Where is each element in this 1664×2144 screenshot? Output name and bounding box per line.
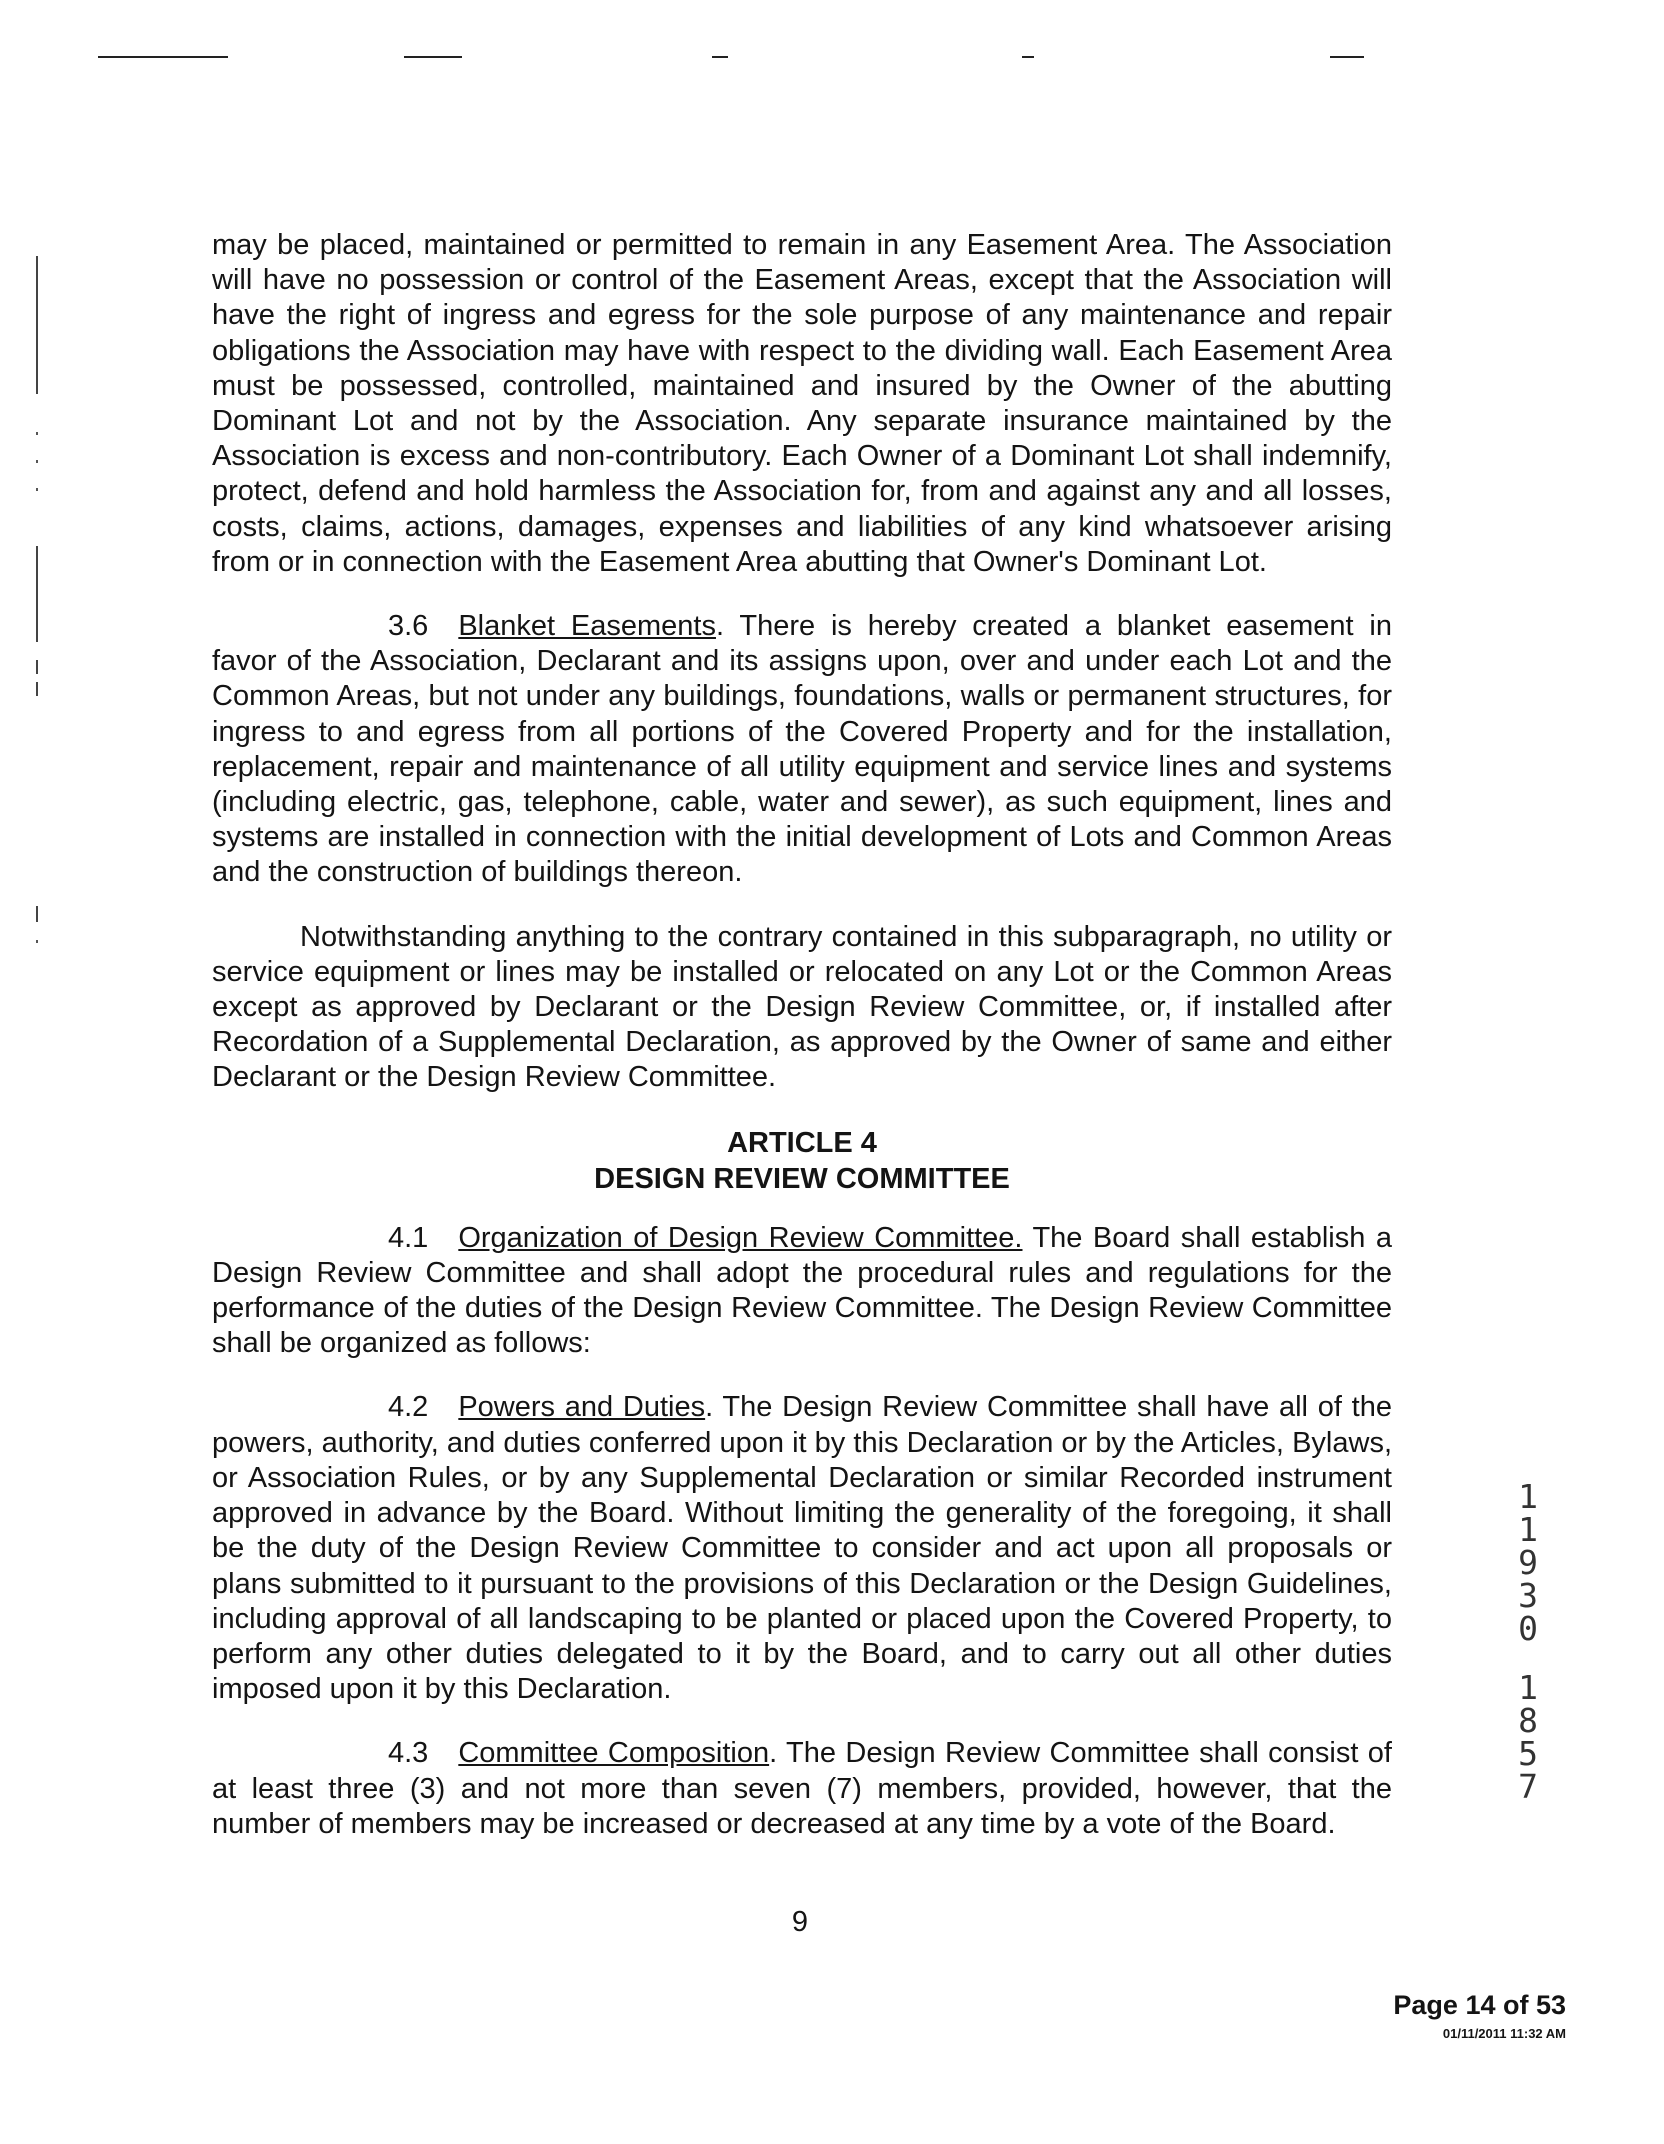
paragraph-continuation: may be placed, maintained or permitted to remain in any Easement Area. The Association will have no possession or control of the Easement Areas, except that the Association will have the right of ingress and egress for the sole purpose of any maintenance and repair obligations the Association may have with respect to the dividing wall. Each Easement Area must be possessed, controlled, maintained and insured by the Owner of the abutting Dominant Lot and not by the Association. Any separate insurance maintained by the Association is excess and non-contributory. Each Owner of a Dominant Lot shall indemnify, protect, defend and hold harmless the Association for, from and against any and all losses, costs, claims, actions, damages, expenses and liabilities of any kind whatsoever arising from or in connection with the Easement Area abutting that Owner's Dominant Lot. <box>212 229 1392 578</box>
section-4-2 <box>212 1390 1392 1707</box>
top-rule <box>712 56 728 58</box>
section-number: 4.1 <box>388 1221 429 1254</box>
paragraph-notwithstanding: Notwithstanding anything to the contrary contained in this subparagraph, no utility or service equipment or lines may be installed or relocated on any Lot or the Common Areas except as approved by Declarant or the Design Review Committee, or, if installed after Recordation of a Supplemental Declaration, as approved by the Owner of same and either Declarant or the Design Review Committee. <box>212 920 1392 1094</box>
section-text: . There is hereby created a blanket easement in favor of the Association, Declarant and its assigns upon, over and under each Lot and the Common Areas, but not under any buildings, foundations, walls or permanent structures, for ingress to and egress from all portions of the Covered Property and for the installation, replacement, repair and maintenance of all utility equipment and service lines and systems (including electric, gas, telephone, cable, water and sewer), as such equipment, lines and systems are installed in connection with the initial development of Lots and Common Areas and the construction of buildings thereon. <box>212 610 1392 889</box>
stamp-digit: 3 <box>1518 1576 1538 1615</box>
document-body <box>212 228 1392 1871</box>
article-number: ARTICLE 4 <box>727 1126 877 1159</box>
section-number: 4.2 <box>388 1391 429 1424</box>
margin-change-bar <box>36 460 38 463</box>
top-rule <box>98 56 228 58</box>
margin-change-bar <box>36 488 38 491</box>
recording-stamp <box>1508 1477 1548 1806</box>
stamp-digit: 5 <box>1518 1734 1538 1773</box>
article-heading <box>212 1125 1392 1197</box>
section-number: 4.3 <box>388 1737 429 1770</box>
section-number: 3.6 <box>388 610 429 643</box>
stamp-digit: 8 <box>1518 1701 1538 1740</box>
stamp-digit: 9 <box>1518 1543 1538 1582</box>
section-title: Organization of Design Review Committee. <box>458 1221 1023 1254</box>
section-4-1 <box>212 1221 1392 1362</box>
top-rule <box>404 56 462 58</box>
page-number: 9 <box>791 1906 809 1938</box>
section-title: Committee Composition <box>458 1737 770 1770</box>
margin-change-bar <box>36 256 38 394</box>
section-3-6 <box>212 609 1392 891</box>
stamp-digit: 0 <box>1518 1609 1538 1648</box>
section-title: Powers and Duties <box>458 1391 706 1424</box>
section-text: . The Design Review Committee shall have all of the powers, authority, and duties conferred upon it by this Declaration or by the Articles, Bylaws, or Association Rules, or by any Supplemental Declaration or similar Recorded instrument approved in advance by the Board. Without limiting the generality of the foregoing, it shall be the duty of the Design Review Committee to consider and act upon all proposals or plans submitted to it pursuant to the provisions of this Declaration or the Design Guidelines, including approval of all landscaping to be planted or placed upon the Covered Property, to perform any other duties delegated to it by the Board, and to carry out all other duties imposed upon it by this Declaration. <box>212 1391 1392 1706</box>
top-rule <box>1022 56 1034 58</box>
print-timestamp: 01/11/2011 11:32 AM <box>1442 2026 1566 2041</box>
margin-change-bar <box>36 432 38 435</box>
page-of-total: Page 14 of 53 <box>1393 1990 1566 2020</box>
stamp-digit: 1 <box>1518 1510 1538 1549</box>
top-rule <box>1330 56 1364 58</box>
margin-change-bar <box>36 906 38 922</box>
stamp-digit: 7 <box>1518 1767 1538 1806</box>
stamp-digit: 1 <box>1518 1668 1538 1707</box>
margin-change-bar <box>36 546 38 642</box>
section-4-3 <box>212 1736 1392 1842</box>
section-title: Blanket Easements <box>458 610 716 643</box>
article-title: DESIGN REVIEW COMMITTEE <box>594 1162 1010 1195</box>
margin-change-bar <box>36 682 38 696</box>
section-text: The Board shall establish a Design Review Committee and shall adopt the procedural rules and regulations for the performance of the duties of the Design Review Committee. The Design Review Committee shall be organized as follows: <box>212 1221 1392 1360</box>
section-text: . The Design Review Committee shall consist of at least three (3) and not more than seven (7) members, provided, however, that the number of members may be increased or decreased at any time by a vote of the Board. <box>212 1737 1392 1840</box>
margin-change-bar <box>36 660 38 674</box>
stamp-digit: 1 <box>1518 1477 1538 1516</box>
margin-change-bar <box>36 940 38 943</box>
